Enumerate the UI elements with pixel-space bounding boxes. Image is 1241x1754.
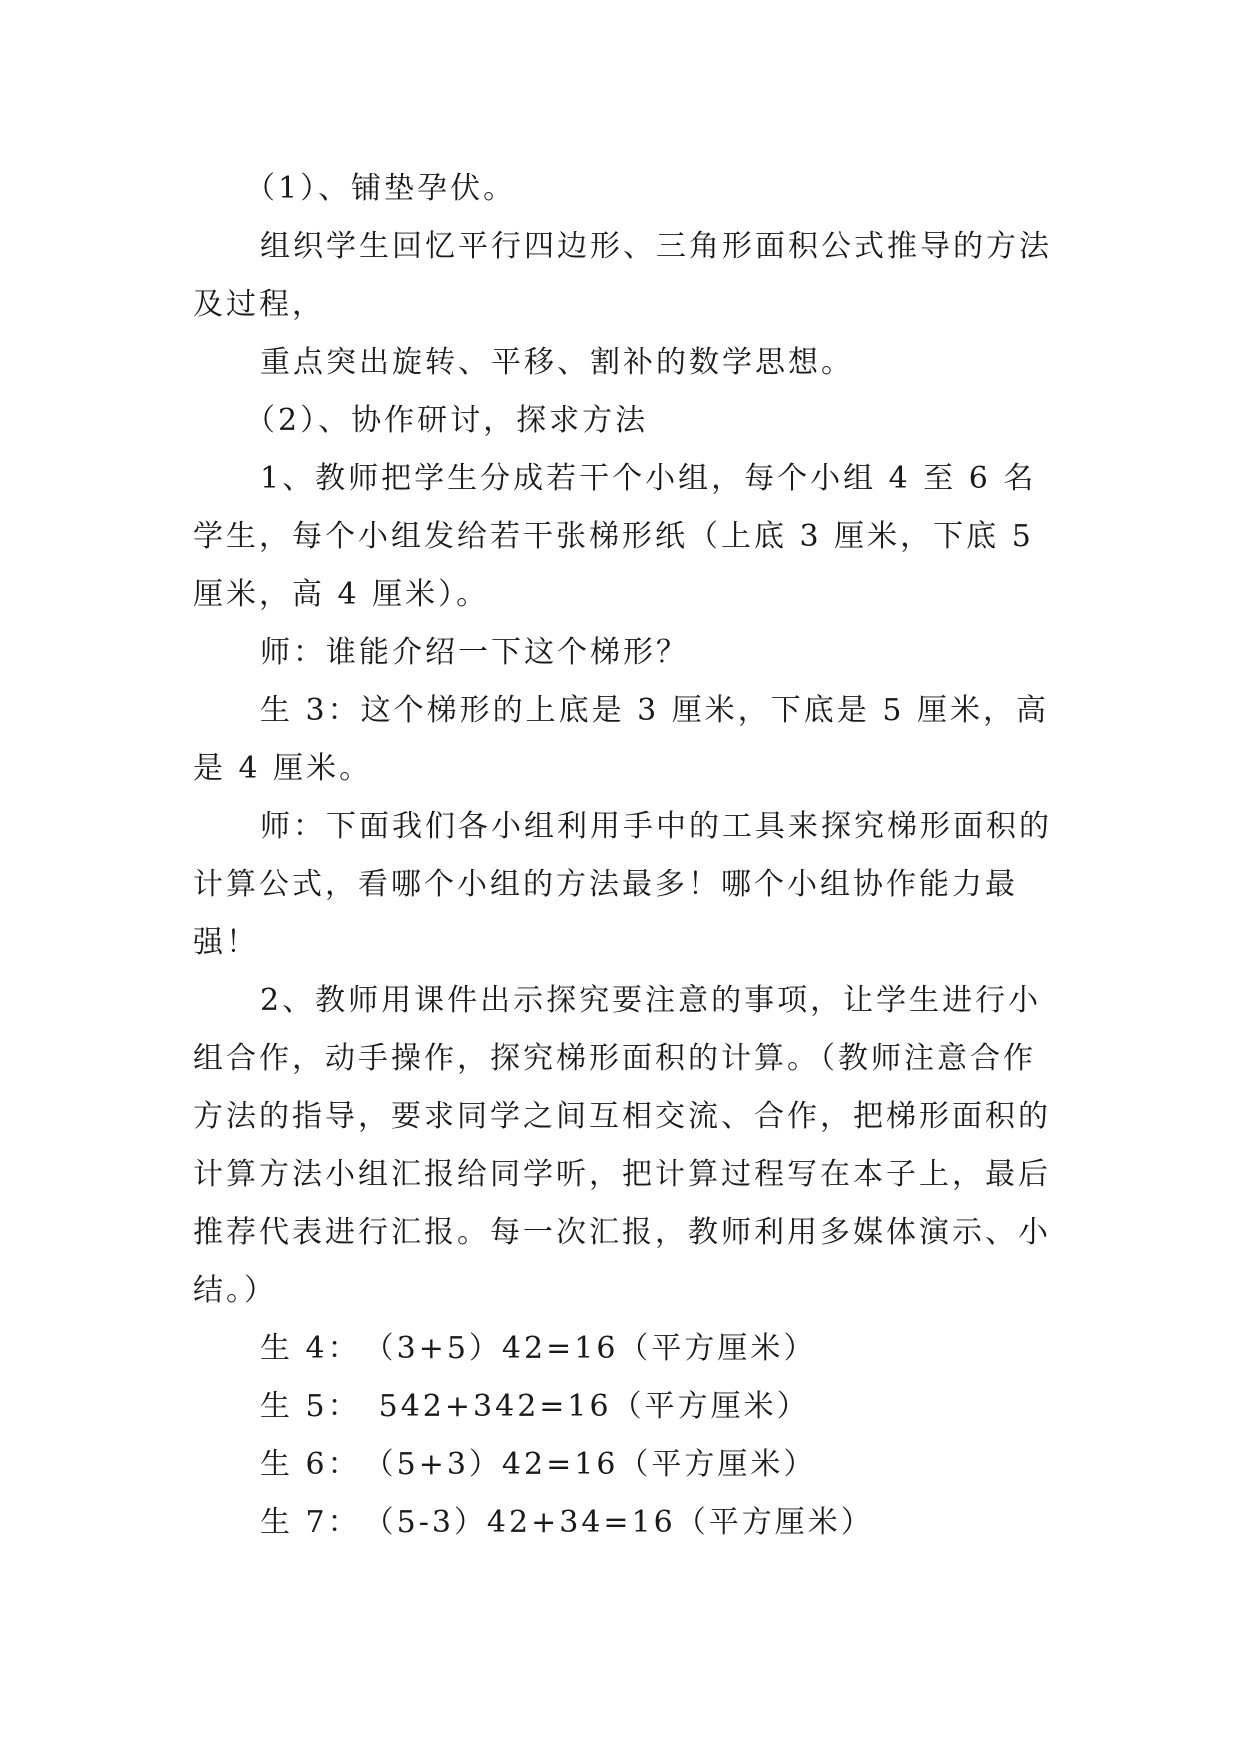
student-answer-line: 生 6： （5+3）42=16（平方厘米）: [260, 1447, 817, 1482]
paragraph: 重点突出旋转、平移、割补的数学思想。: [260, 345, 854, 380]
section-heading-1: （1）、铺垫孕伏。: [245, 171, 517, 206]
paragraph: 生 3：这个梯形的上底是 3 厘米，下底是 5 厘米，高是 4 厘米。: [193, 693, 1049, 786]
paragraph: 师：下面我们各小组利用手中的工具来探究梯形面积的计算公式，看哪个小组的方法最多！哪个小组协作能力最强！: [193, 809, 1052, 960]
paragraph: 组织学生回忆平行四边形、三角形面积公式推导的方法及过程，: [193, 229, 1052, 322]
paragraph: 师：谁能介绍一下这个梯形？: [260, 635, 689, 670]
paragraph: 2、教师用课件出示探究要注意的事项，让学生进行小组合作，动手操作，探究梯形面积的计算。（教师注意合作方法的指导，要求同学之间互相交流、合作，把梯形面积的计算方法小组汇报给同学听，把计算过程写在本子上，最后推荐代表进行汇报。每一次汇报，教师利用多媒体演示、小结。）: [193, 983, 1051, 1308]
student-answer-line: 生 4： （3+5）42=16（平方厘米）: [260, 1331, 817, 1366]
document-body: [193, 160, 1055, 1552]
section-heading-2: （2）、协作研讨，探求方法: [245, 403, 649, 438]
student-answer-line: 生 5： 542+342=16（平方厘米）: [260, 1389, 810, 1424]
paragraph: 1、教师把学生分成若干个小组，每个小组 4 至 6 名学生，每个小组发给若干张梯形纸（上底 3 厘米，下底 5 厘米，高 4 厘米）。: [193, 461, 1037, 612]
student-answer-line: 生 7： （5-3）42+34=16（平方厘米）: [260, 1505, 874, 1540]
